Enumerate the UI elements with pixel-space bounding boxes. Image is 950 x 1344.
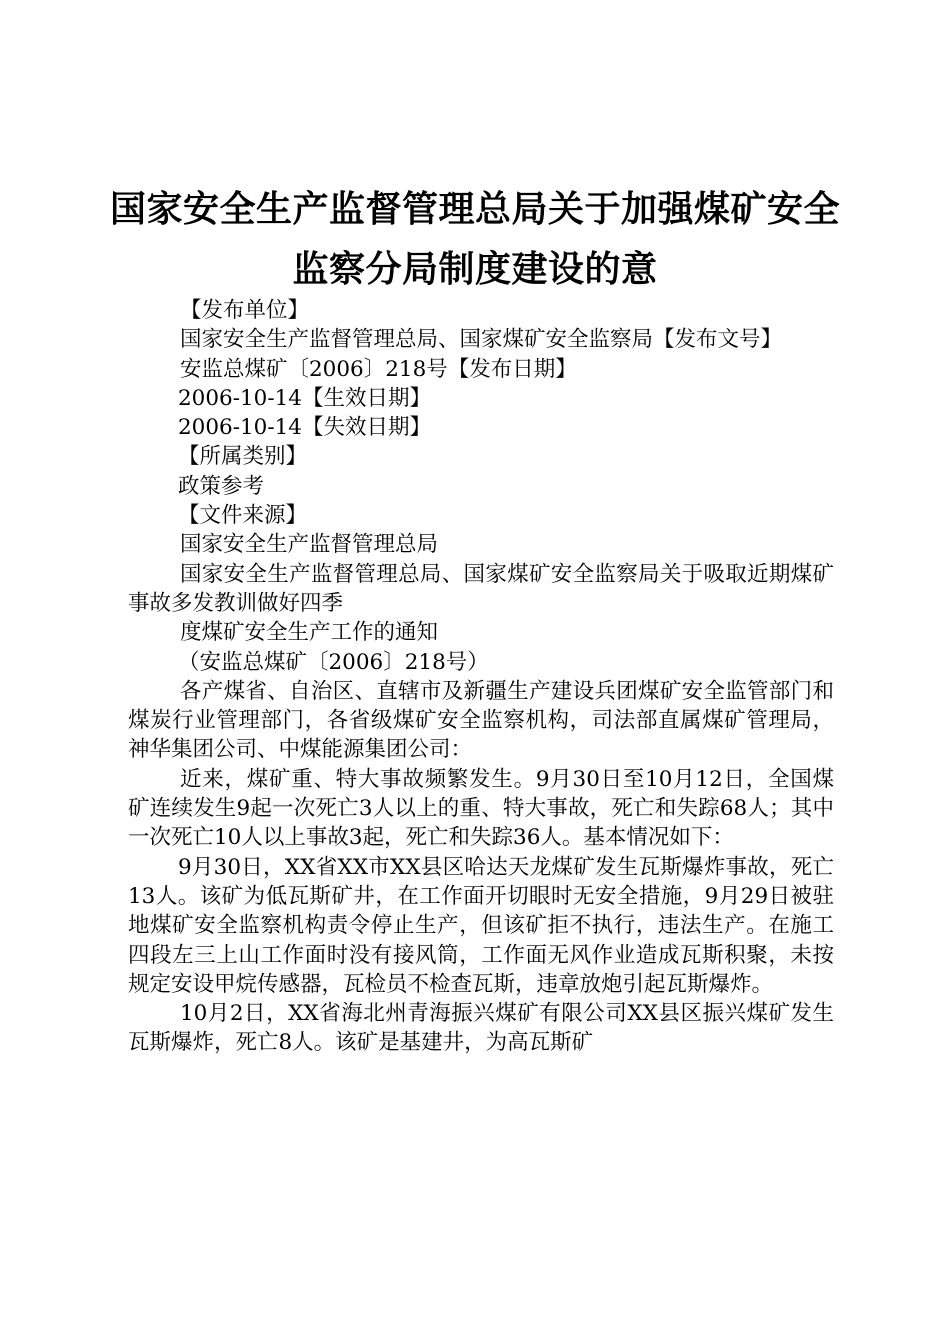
notice-title-part-2: 度煤矿安全生产工作的通知 xyxy=(180,620,439,646)
category-value: 政策参考 xyxy=(178,473,265,499)
summary-paragraph: 近来，煤矿重、特大事故频繁发生。9月30日至10月12日，全国煤矿连续发生9起一次死亡3人以上的重、特大事故，死亡和失踪68人；其中一次死亡10人以上事故3起，死亡和失踪36人。基本情况如下： xyxy=(128,766,834,851)
document-title-line-2: 监察分局制度建设的意 xyxy=(292,249,658,290)
publish-date-value: 2006-10-14【生效日期】 xyxy=(178,385,431,411)
doc-number-value: 安监总煤矿〔2006〕218号【发布日期】 xyxy=(180,356,577,382)
label-source: 【文件来源】 xyxy=(178,503,308,529)
addressees-paragraph: 各产煤省、自治区、直辖市及新疆生产建设兵团煤矿安全监管部门和煤炭行业管理部门，各省级煤矿安全监察机构，司法部直属煤矿管理局，神华集团公司、中煤能源集团公司： xyxy=(128,678,834,763)
label-category: 【所属类别】 xyxy=(178,444,308,470)
document-body xyxy=(128,296,834,1058)
notice-number: （安监总煤矿〔2006〕218号） xyxy=(178,649,489,675)
incident-paragraph-1: 9月30日，XX省XX市XX县区哈达天龙煤矿发生瓦斯爆炸事故，死亡13人。该矿为低瓦斯矿井，在工作面开切眼时无安全措施，9月29日被驻地煤矿安全监察机构责令停止生产，但该矿拒不执行，违法生产。在施工四段左三上山工作面时没有接风筒，工作面无风作业造成瓦斯积聚，未按规定安设甲烷传感器，瓦检员不检查瓦斯，违章放炮引起瓦斯爆炸。 xyxy=(128,854,834,997)
publisher-value: 国家安全生产监督管理总局、国家煤矿安全监察局【发布文号】 xyxy=(180,327,783,353)
incident-paragraph-2: 10月2日，XX省海北州青海振兴煤矿有限公司XX县区振兴煤矿发生瓦斯爆炸，死亡8人。该矿是基建井，为高瓦斯矿 xyxy=(128,1001,834,1056)
source-value: 国家安全生产监督管理总局 xyxy=(180,532,439,558)
document-title-line-1: 国家安全生产监督管理总局关于加强煤矿安全 xyxy=(109,189,840,230)
effective-date-value: 2006-10-14【失效日期】 xyxy=(178,415,431,441)
notice-title-part-1: 国家安全生产监督管理总局、国家煤矿安全监察局关于吸取近期煤矿事故多发教训做好四季 xyxy=(128,561,834,616)
label-publisher: 【发布单位】 xyxy=(180,298,310,323)
